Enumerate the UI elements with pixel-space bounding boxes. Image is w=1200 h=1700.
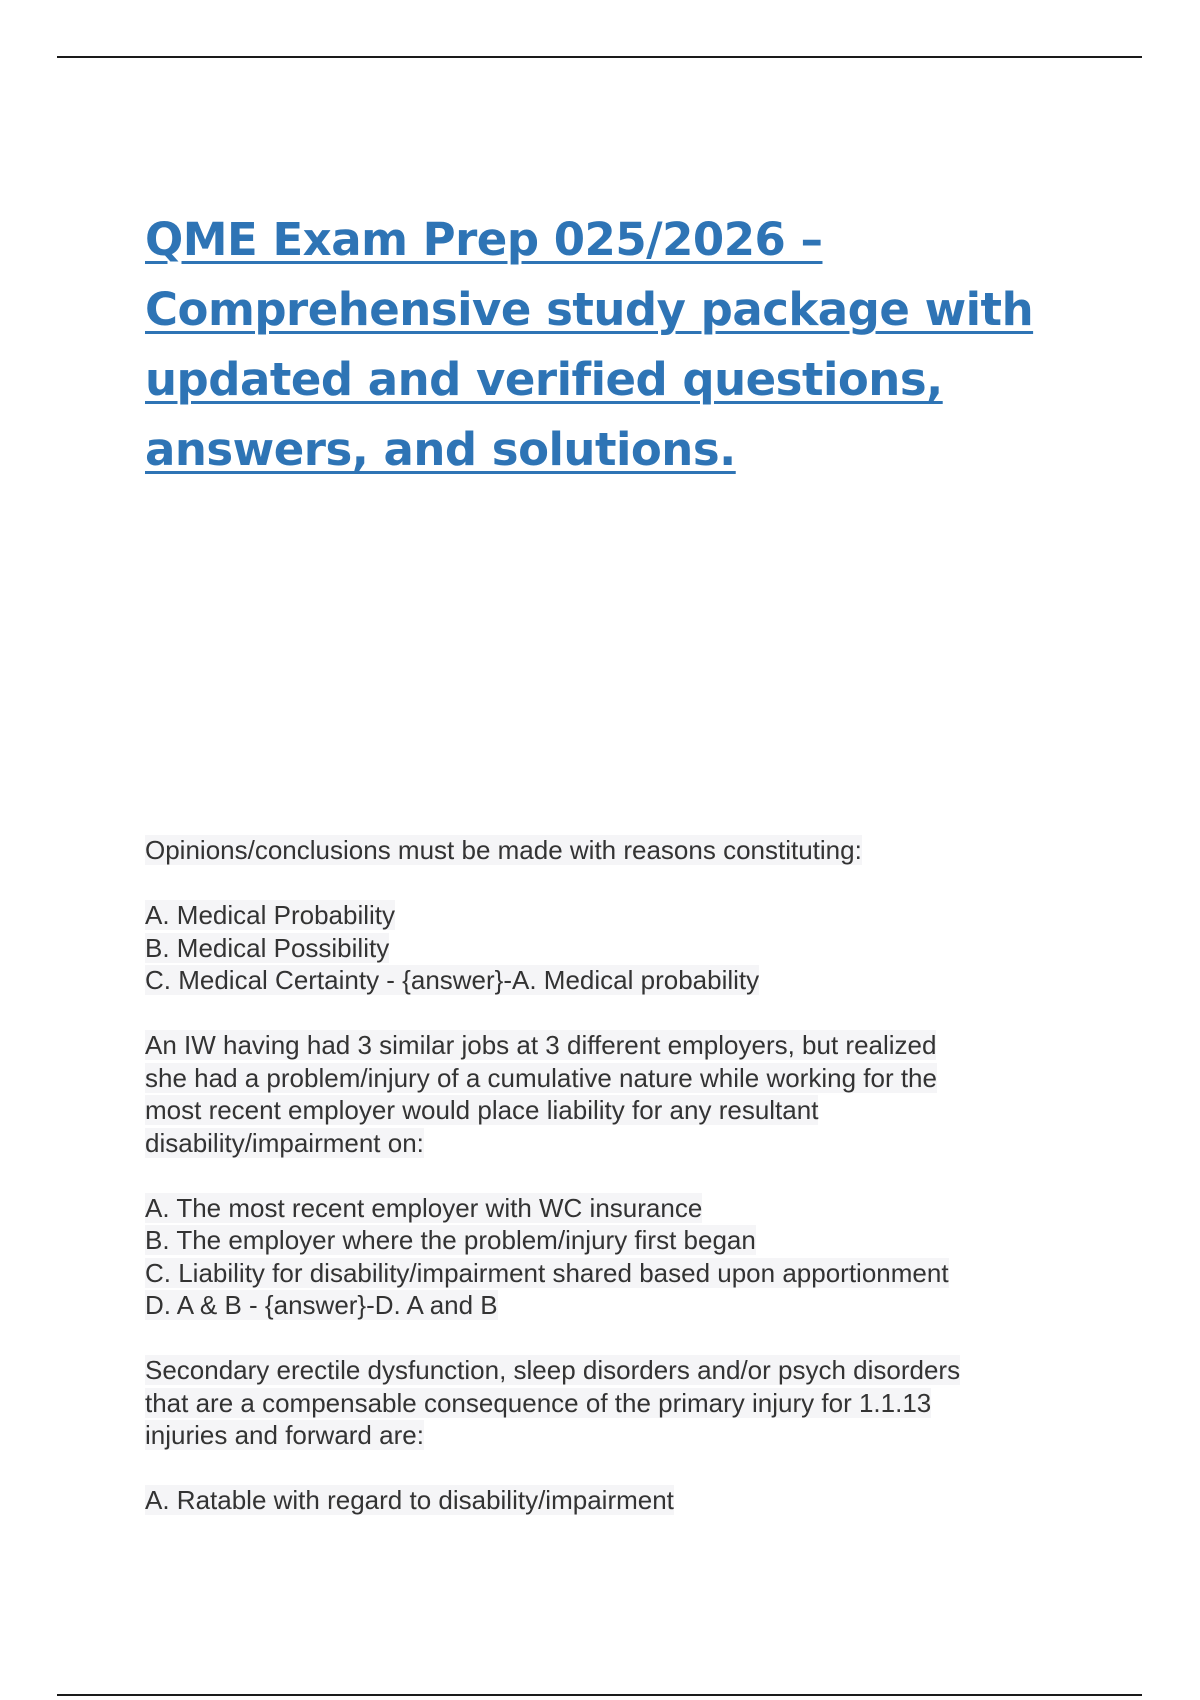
question-block — [145, 1029, 1045, 1322]
question-block — [145, 834, 1045, 997]
question-stem-line: Secondary erectile dysfunction, sleep disorders and/or psych disorders — [145, 1355, 961, 1385]
question-stem-line: most recent employer would place liability for any resultant — [145, 1095, 819, 1125]
document-title — [145, 205, 1045, 485]
option-line: C. Liability for disability/impairment shared based upon apportionment — [145, 1257, 949, 1288]
bottom-rule — [57, 1694, 1142, 1696]
option-line: A. The most recent employer with WC insurance — [145, 1192, 703, 1223]
option-line: C. Medical Certainty - {answer}-A. Medical probability — [145, 965, 760, 995]
question-block — [145, 1354, 1045, 1517]
option-line: B. The employer where the problem/injury first began — [145, 1225, 756, 1255]
title-line: QME Exam Prep 025/2026 – — [145, 213, 823, 266]
question-stem-line: Opinions/conclusions must be made with reasons constituting: — [145, 835, 862, 865]
title-line: Comprehensive study package with — [145, 283, 1034, 336]
question-stem-line: disability/impairment on: — [145, 1127, 424, 1158]
option-line: D. A & B - {answer}-D. A and B — [145, 1290, 498, 1320]
title-line: updated and verified questions, — [145, 353, 943, 406]
question-stem-line: An IW having had 3 similar jobs at 3 different employers, but realized — [145, 1030, 937, 1060]
top-rule — [57, 56, 1142, 58]
title-line: answers, and solutions. — [145, 423, 736, 476]
option-line: A. Ratable with regard to disability/impairment — [145, 1485, 674, 1515]
question-stem-line: she had a problem/injury of a cumulative nature while working for the — [145, 1062, 937, 1093]
question-list — [145, 834, 1045, 1517]
option-line: A. Medical Probability — [145, 900, 395, 930]
option-line: B. Medical Possibility — [145, 932, 390, 963]
question-stem-line: injuries and forward are: — [145, 1420, 424, 1450]
question-stem-line: that are a compensable consequence of the primary injury for 1.1.13 — [145, 1387, 932, 1418]
